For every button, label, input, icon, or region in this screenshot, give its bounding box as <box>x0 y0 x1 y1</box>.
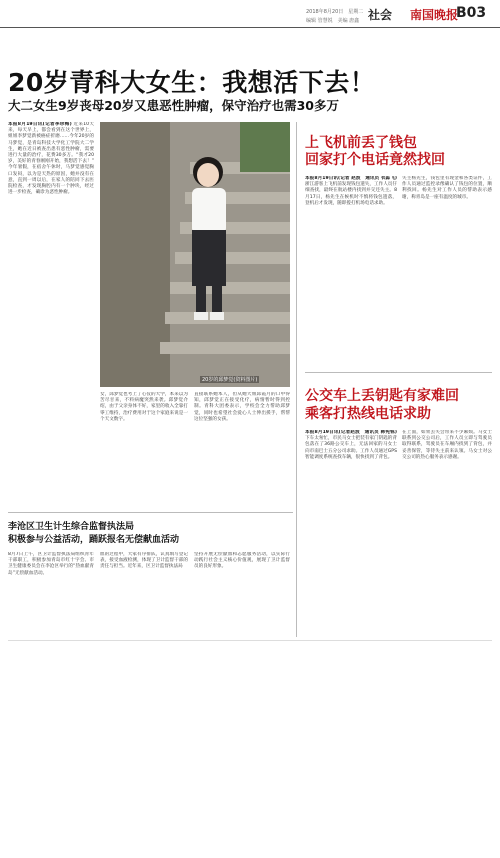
photo-caption: 20岁的邱梦觉(资料图片) <box>202 377 258 383</box>
main-col-3: 直接联系她本人，但从她大姐邱霞月的口中得知，邱梦觉正在接受化疗，病情暂时得到控制。青科大团委表示，学校会全力帮助邱梦觉，同时也希望社会爱心人士伸出援手，帮帮这位坚强的女孩。 <box>194 392 290 422</box>
sub-subhead: 积极参与公益活动，踊跃报名无偿献血活动 <box>8 535 180 545</box>
main-byline: 本报8月19日讯(记者李珍梅) <box>8 122 72 127</box>
sub-col-3: 坚持开展无偿献血和志愿服务活动，以实际行动践行社会主义核心价值观，展现了卫计监督员的良好形象。 <box>194 552 290 570</box>
right1-col-2: 失主杨先生，钱包里有现金和各类证件，工作人员通过监控录像确认了钱包的位置，顺利找回。杨先生对工作人员的帮助表示感谢，称青岛是一座有温度的城市。 <box>402 176 492 200</box>
right1-col-1-text: 浙江游客上飞机前发现钱包遗失，工作人员仔细查找，最终在航站楼内找到并交还失主。8月17日，杨先生在候机时不慎将钱包遗落，登机后才发现，随即拨打机场电话求助。 <box>305 182 397 206</box>
right2-headline-1: 公交车上丢钥匙有家难回 <box>305 388 459 404</box>
right2-col-1-text: 下车太匆忙，市民马女士把装有家门钥匙的背包落在了36路公交车上，无法回家的马女士向市南巴士五分公司求助。工作人员通过GPS智能调度系统查找车辆，很快找到了背包。 <box>305 436 397 460</box>
right2-col-1 <box>305 430 397 636</box>
main-col-1 <box>8 122 94 374</box>
date-line: 2018年8月20日 星期二 <box>306 9 364 15</box>
right2-col-2: 在上面，如果丢失会带来不少麻烦。马女士联系到公交公司后，工作人员立即与驾驶员取得联系，驾驶员在车厢内找到了背包，并妥善保管，等待失主前来认领。马女士对公交公司的热心服务表示感谢。 <box>402 430 492 460</box>
paper-name: 南国晚报 <box>410 8 459 22</box>
right1-headline-1: 上飞机前丢了钱包 <box>305 135 417 151</box>
page-number: B03 <box>456 5 487 21</box>
main-subhead: 大二女生9岁丧母20岁又患恶性肿瘤，保守治疗也需30多万 <box>8 98 339 113</box>
right1-col-1 <box>305 176 397 366</box>
editors-line: 编辑 管慧锐 美编 唐鑫 <box>306 18 360 24</box>
section-title: 社会 <box>368 8 393 22</box>
main-col-2: 女，邱梦觉也考上了心仪的大学，本来以为苦尽甘来，不料病魔突然来袭。邱梦觉介绍，由于父亲身体不好，家里的收入全靠打零工维持，治疗费用对于这个家庭来说是一个天文数字。 <box>100 392 188 422</box>
main-col-1b-text: 今年暑假，在宿舍午休时，马梦觉感觉胸口发闷，以为是天热的原因，她并没有在意，直到一周以后，在家人的陪同下去医院检查，才发现胸腔内有一个肿块，经过进一步检查，确诊为恶性肿瘤。 <box>8 165 94 196</box>
right2-byline: 本报8月19日讯(记者赵波 通讯员 韩宪铄) <box>305 430 397 435</box>
right1-headline-2: 回家打个电话竟然找回 <box>305 152 445 168</box>
sub-headline: 李沧区卫生计生综合监督执法局 <box>8 522 135 532</box>
column-divider <box>296 122 297 637</box>
page-bottom-rule <box>8 640 492 641</box>
main-headline: 20岁青科大女生：我想活下去！ <box>8 68 376 97</box>
sub-col-2: 血的过程中，大家有序排队，认真填写登记表，接受血液检测，体现了卫计监督干部的责任与担当。近年来，区卫计监督执法局 <box>100 552 188 570</box>
photo-illustration <box>100 122 290 387</box>
right2-headline-2: 乘客打热线电话求助 <box>305 406 431 422</box>
sub-col-1: 8月7日上午，区卫计监督执法局组织青年干部职工，积极参加青岛市红十字会、市卫生健康委员会在李沧区举行的“热血献青岛”无偿献血活动。 <box>8 552 94 576</box>
student-photo <box>100 122 290 387</box>
divider-main-sub <box>8 512 293 513</box>
divider-right <box>305 372 492 373</box>
right1-byline: 本报8月19日讯(记者 赵波 通讯员 衣淼飞) <box>305 176 397 181</box>
main-col-1-text: 近来10天来，每天早上，都会看到在这个世界上，姐姐李梦觉新被癌症折磨……今年20岁的马梦觉，是青岛科技大学化工学院大二学生，她在近日被查出患有恶性肿瘤，需要进行大量的治疗，花费30多万。“我才20岁，美好的青春刚刚开始，我想活下去！” <box>8 122 94 165</box>
header-rule <box>0 27 500 28</box>
